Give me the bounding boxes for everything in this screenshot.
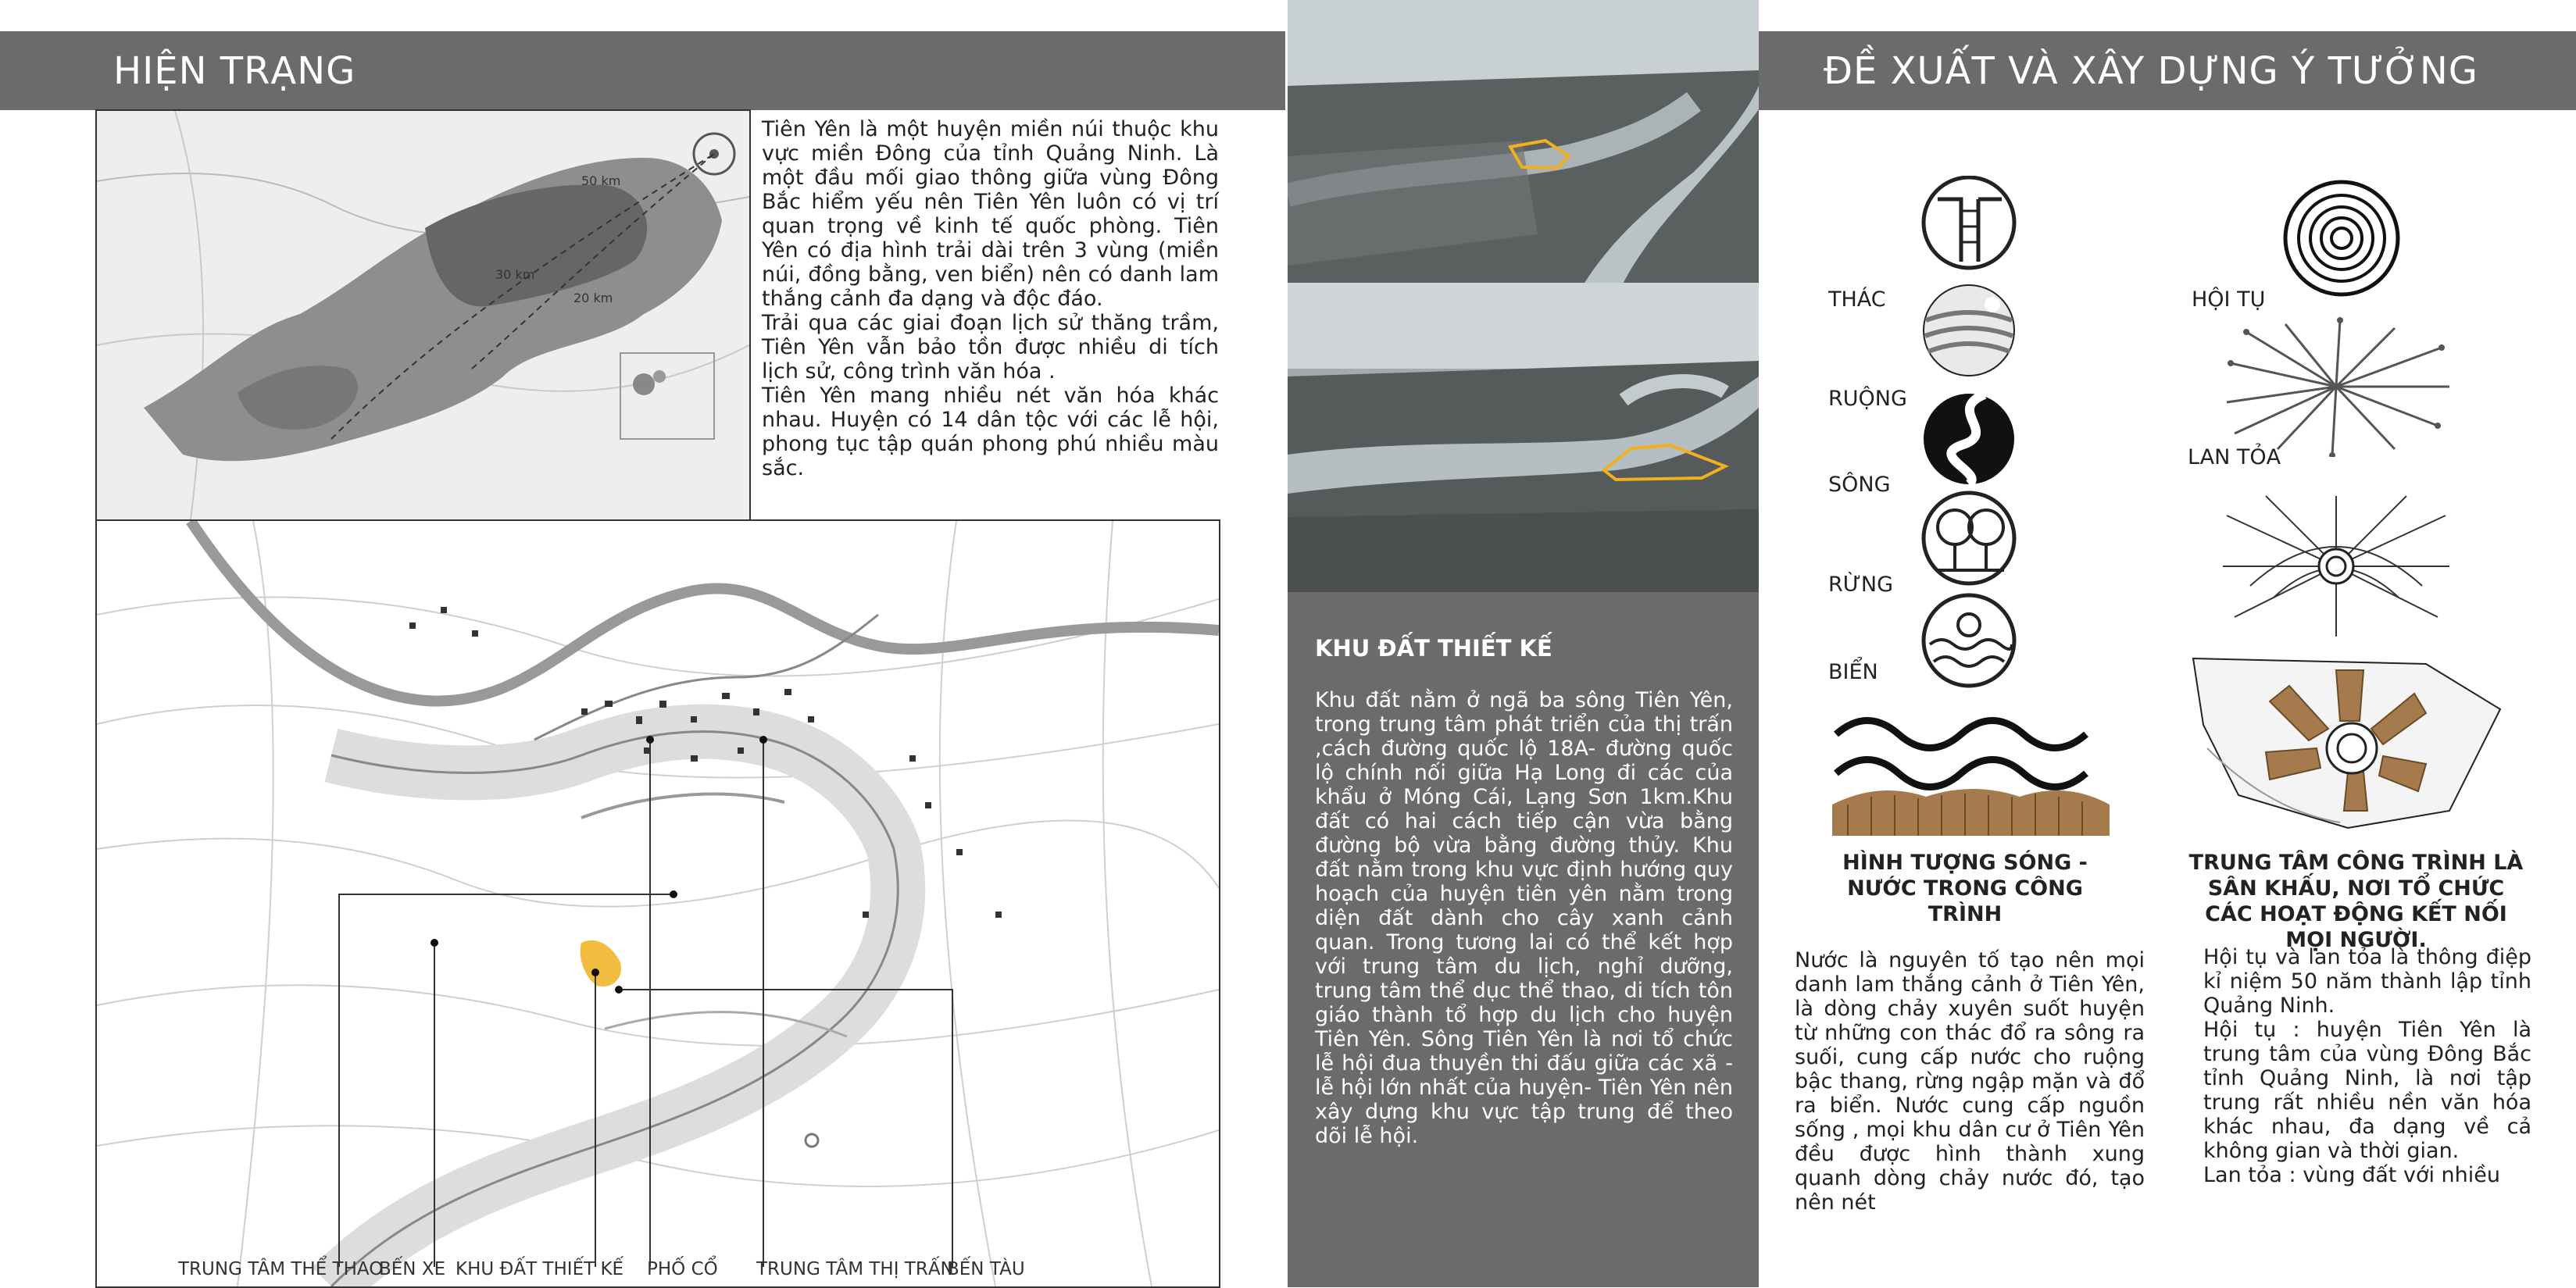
water-paragraph: Nước là nguyên tố tạo nên mọi danh lam thắng cảnh ở Tiên Yên, là dòng chảy xuyên suốt huyện từ những con thác đổ ra sông ra suối, cung cấp nước cho ruộng bậc thang, rừng ngập mặn và đổ ra biển. Nước cung cấp nguồn sống , mọi khu dân cư ở Tiên Yên đều được hình thành xung quanh dòng chảy nước đó, tạo nên nét: [1795, 948, 2145, 1215]
left-intro: [762, 117, 1219, 480]
sea-icon: [1924, 595, 2014, 686]
concept-label-radiation: LAN TỎA: [2188, 445, 2281, 469]
rice-terrace-icon: [1924, 285, 2014, 376]
wave-caption: HÌNH TƯỢNG SÓNG - NƯỚC TRONG CÔNG TRÌNH: [1842, 851, 2088, 926]
radial-plan-diagram: [2219, 492, 2453, 640]
radiation-icon: [2215, 316, 2457, 457]
element-label-river: SÔNG: [1828, 473, 1891, 497]
site-plan-map: [95, 519, 1220, 1288]
culture-paragraph: Tiên Yên mang nhiều nét văn hóa khác nhau. Huyện có 14 dân tộc với các lễ hội, phong tục tập quán phong phú nhiều màu sắc.: [762, 384, 1219, 480]
concept-paragraph-3: Lan tỏa : vùng đất với nhiều: [2203, 1163, 2501, 1187]
site-section-title: KHU ĐẤT THIẾT KẾ: [1315, 635, 1552, 662]
right-banner-title: ĐỀ XUẤT VÀ XÂY DỰNG Ý TƯỞNG: [1823, 48, 2478, 93]
center-caption: TRUNG TÂM CÔNG TRÌNH LÀ SÂN KHẤU, NƠI TỔ CHỨC CÁC HOẠT ĐỘNG KẾT NỐI MỌI NGƯỜI.: [2188, 851, 2524, 952]
label-port: BẾN TÀU: [947, 1259, 1025, 1279]
wave-motif: [1832, 703, 2110, 840]
history-paragraph: Trải qua các giai đoạn lịch sử thăng trầm, Tiên Yên vẫn bảo tồn được nhiều di tích lịch sử, công trình văn hóa .: [762, 311, 1219, 384]
map-label-30km: 30 km: [495, 267, 535, 282]
concept-paragraph-2: Hội tụ : huyện Tiên Yên là trung tâm của vùng Đông Bắc tỉnh Quảng Ninh, là nơi tập trung rất nhiều nền văn hóa khác nhau, đa dạng về cả không gian và thời gian.: [2203, 1018, 2531, 1163]
element-label-waterfall: THÁC: [1828, 287, 1886, 312]
element-icons: [1914, 176, 2031, 695]
label-old-quarter: PHỐ CỔ: [647, 1259, 718, 1279]
river-icon: [1924, 394, 2014, 484]
waterfall-icon: [1924, 177, 2014, 268]
concept-paragraph-1: Hội tụ và lan tỏa là thông điệp kỉ niệm 50 năm thành lập tỉnh Quảng Ninh.: [2203, 945, 2531, 1018]
left-banner: [0, 31, 1285, 110]
aerial-photo-2: [1288, 283, 1759, 592]
left-banner-title: HIỆN TRẠNG: [113, 48, 356, 93]
convergence-icon: [2283, 176, 2400, 309]
concept-text: [2203, 945, 2531, 1187]
site-plan-concept: [2192, 655, 2503, 830]
label-bus-station: BẾN XE: [379, 1259, 446, 1279]
regional-map: [95, 109, 751, 521]
right-banner: [1759, 31, 2576, 110]
site-paragraph: Khu đất nằm ở ngã ba sông Tiên Yên, trong trung tâm phát triển của thị trấn ,cách đường quốc lộ 18A- đường quốc lộ chính nối giữa Hạ Long đi các của khẩu ở Móng Cái, Lạng Sơn 1km.Khu đất có hai cách tiếp cận vừa bằng đường bộ vừa bằng đường thủy. Khu đất nằm trong khu vực định hướng quy hoạch của huyện tiên yên nằm trong diện đất dành cho cây xanh cảnh quan. Trong tương lai có thể kết hợp với trung tâm du lịch, nghỉ dưỡng, trung tâm thể dục thể thao, di tích tôn giáo thành tổ hợp du lịch cho huyện Tiên Yên. Sông Tiên Yên là nơi tổ chức lễ hội đua thuyền thi đấu giữa các xã - lễ hội lớn nhất của huyện- Tiên Yên nên xây dựng khu vực tập trung để theo dõi lễ hội.: [1315, 688, 1733, 1148]
site-info-panel: [1288, 592, 1759, 1287]
element-label-sea: BIỂN: [1828, 660, 1878, 684]
concept-label-convergence: HỘI TỤ: [2192, 287, 2266, 312]
label-town-center: TRUNG TÂM THỊ TRẤN: [756, 1259, 954, 1279]
label-sports-center: TRUNG TÂM THỂ THAO: [178, 1259, 384, 1279]
map-label-50km: 50 km: [581, 173, 621, 188]
aerial-photo-1: [1288, 0, 1759, 283]
element-label-forest: RỪNG: [1828, 573, 1894, 597]
intro-paragraph: Tiên Yên là một huyện miền núi thuộc khu vực miền Đông của tỉnh Quảng Ninh. Là một đầu mối giao thông giữa vùng Đông Bắc hiểm yếu nên Tiên Yên luôn có vị trí quan trọng về kinh tế quốc phòng. Tiên Yên có địa hình trải dài trên 3 vùng (miền núi, đồng bằng, ven biển) nên có danh lam thắng cảnh đa dạng và độc đáo.: [762, 117, 1219, 311]
label-design-site: KHU ĐẤT THIẾT KẾ: [456, 1259, 624, 1279]
forest-icon: [1924, 493, 2014, 583]
map-label-20km: 20 km: [573, 291, 613, 305]
element-label-rice-field: RUỘNG: [1828, 387, 1907, 411]
